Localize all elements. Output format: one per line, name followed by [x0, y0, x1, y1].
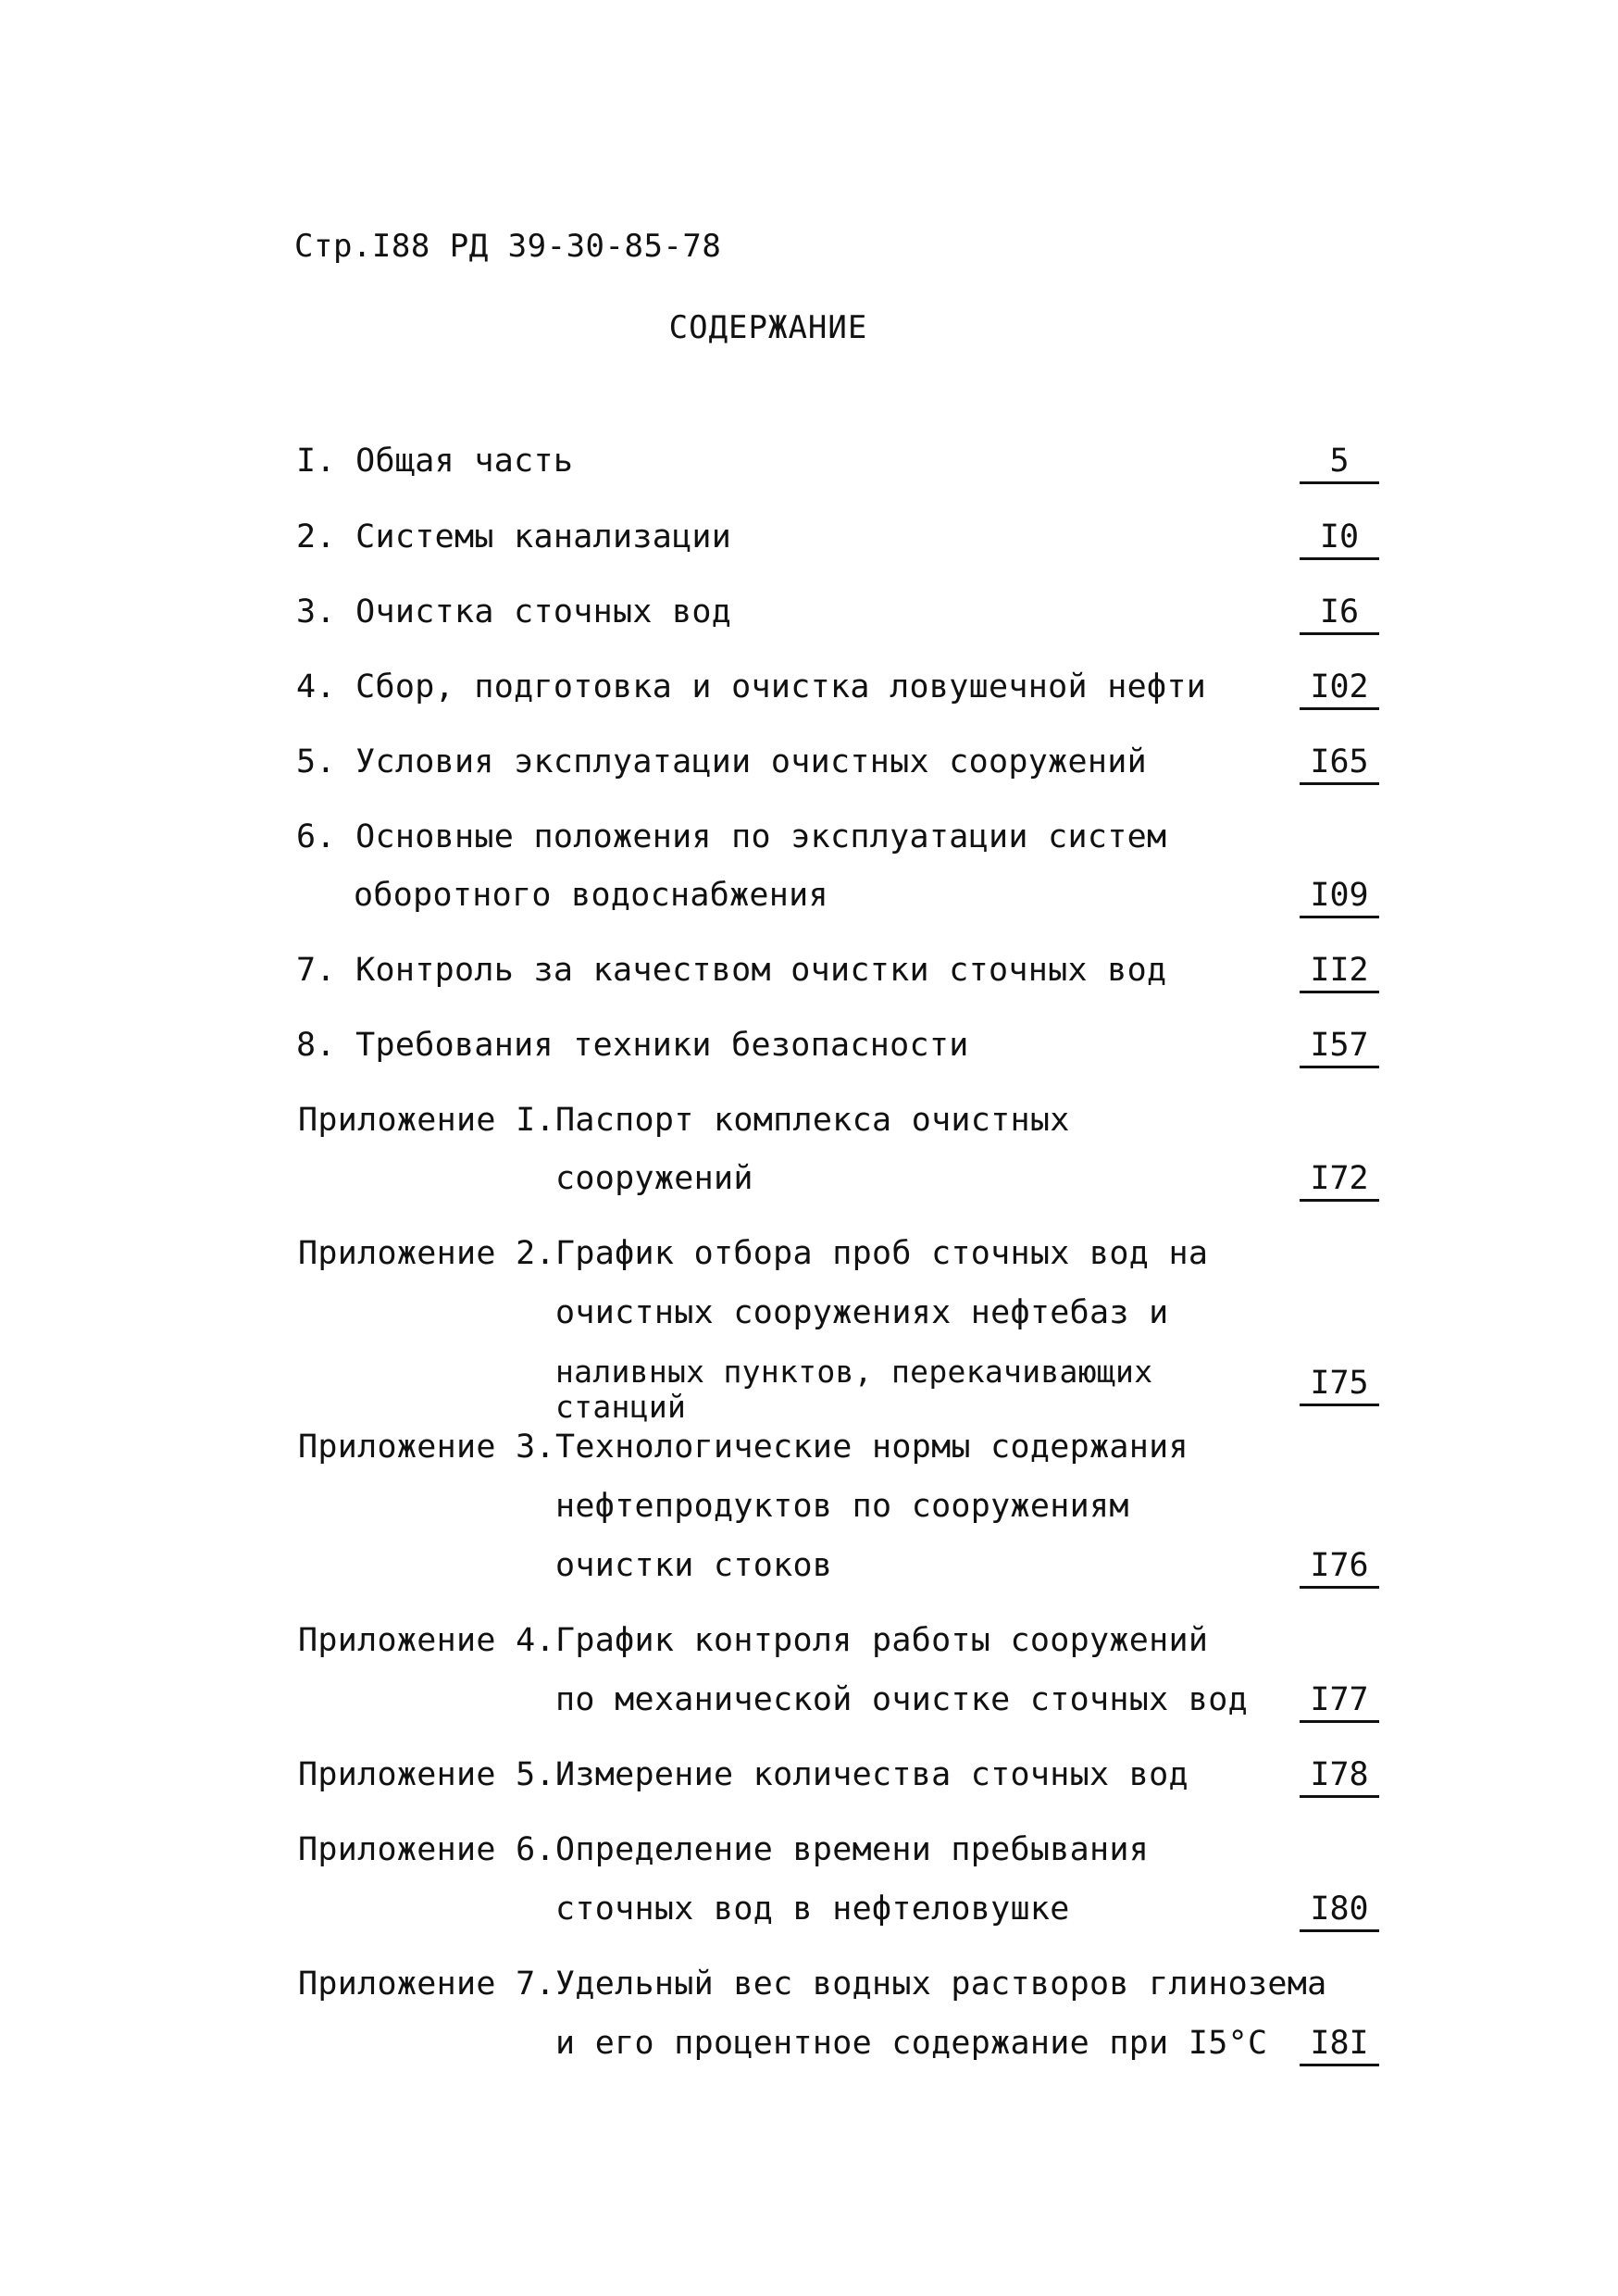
appendix-6-line1: Определение времени пребывания: [555, 1831, 1150, 1868]
toc-page-3: I6: [1300, 593, 1379, 635]
appendix-6-prefix: Приложение 6.: [298, 1831, 555, 1868]
appendix-7-line1: Удельный вес водных растворов глинозема: [555, 1965, 1327, 2003]
appendix-2-prefix: Приложение 2.: [298, 1235, 555, 1272]
appendix-4-prefix: Приложение 4.: [298, 1622, 555, 1659]
toc-page-6: I09: [1300, 877, 1379, 918]
appendix-2-line3: наливных пунктов, перекачивающих: [555, 1354, 1153, 1390]
toc-entry-5: 5. Условия эксплуатации очистных сооружений: [296, 743, 1147, 780]
toc-page-5: I65: [1300, 743, 1379, 785]
toc-entry-7: 7. Контроль за качеством очистки сточных вод: [296, 952, 1167, 989]
appendix-6-page: I80: [1300, 1890, 1379, 1932]
appendix-5-line1: Измерение количества сточных вод: [555, 1756, 1189, 1793]
appendix-1-prefix: Приложение I.: [298, 1102, 555, 1139]
toc-entry-2: 2. Системы канализации: [296, 518, 732, 555]
appendix-1-line1: Паспорт комплекса очистных: [555, 1102, 1070, 1139]
appendix-7-prefix: Приложение 7.: [298, 1965, 555, 2003]
appendix-2-line2: очистных сооружениях нефтебаз и: [555, 1294, 1169, 1331]
toc-page-1: 5: [1300, 443, 1379, 484]
appendix-4-line2: по механической очистке сточных вод: [555, 1681, 1249, 1718]
appendix-3-line1: Технологические нормы содержания: [555, 1429, 1189, 1466]
page-header: Стр.I88 РД 39-30-85-78: [294, 228, 722, 265]
appendix-3-prefix: Приложение 3.: [298, 1429, 555, 1466]
toc-page-8: I57: [1300, 1027, 1379, 1068]
toc-page-4: I02: [1300, 668, 1379, 710]
appendix-2-page: I75: [1300, 1365, 1379, 1406]
appendix-1-line2: сооружений: [555, 1160, 753, 1197]
appendix-7-page: I8I: [1300, 2025, 1379, 2066]
appendix-3-line3: очистки стоков: [555, 1547, 833, 1584]
appendix-2-line1: График отбора проб сточных вод на: [555, 1235, 1209, 1272]
appendix-5-prefix: Приложение 5.: [298, 1756, 555, 1793]
appendix-4-page: I77: [1300, 1681, 1379, 1723]
page-title: СОДЕРЖАНИЕ: [668, 309, 868, 346]
appendix-7-line2: и его процентное содержание при I5°С: [555, 2025, 1268, 2062]
toc-entry-4: 4. Сбор, подготовка и очистка ловушечной нефти: [296, 668, 1207, 705]
appendix-6-line2: сточных вод в нефтеловушке: [555, 1890, 1070, 1928]
toc-entry-8: 8. Требования техники безопасности: [296, 1027, 969, 1064]
toc-entry-3: 3. Очистка сточных вод: [296, 593, 732, 630]
appendix-3-line2: нефтепродуктов по сооружениям: [555, 1488, 1129, 1525]
toc-entry-1: I. Общая часть: [296, 443, 574, 480]
toc-entry-6-line2: оборотного водоснабжения: [354, 877, 828, 914]
toc-page-2: I0: [1300, 518, 1379, 560]
toc-entry-6-line1: 6. Основные положения по эксплуатации систем: [296, 818, 1167, 855]
appendix-5-page: I78: [1300, 1756, 1379, 1798]
appendix-2-line4: станций: [555, 1389, 687, 1425]
appendix-1-page: I72: [1300, 1160, 1379, 1202]
appendix-3-page: I76: [1300, 1547, 1379, 1589]
toc-page-7: II2: [1300, 952, 1379, 993]
appendix-4-line1: График контроля работы сооружений: [555, 1622, 1209, 1659]
